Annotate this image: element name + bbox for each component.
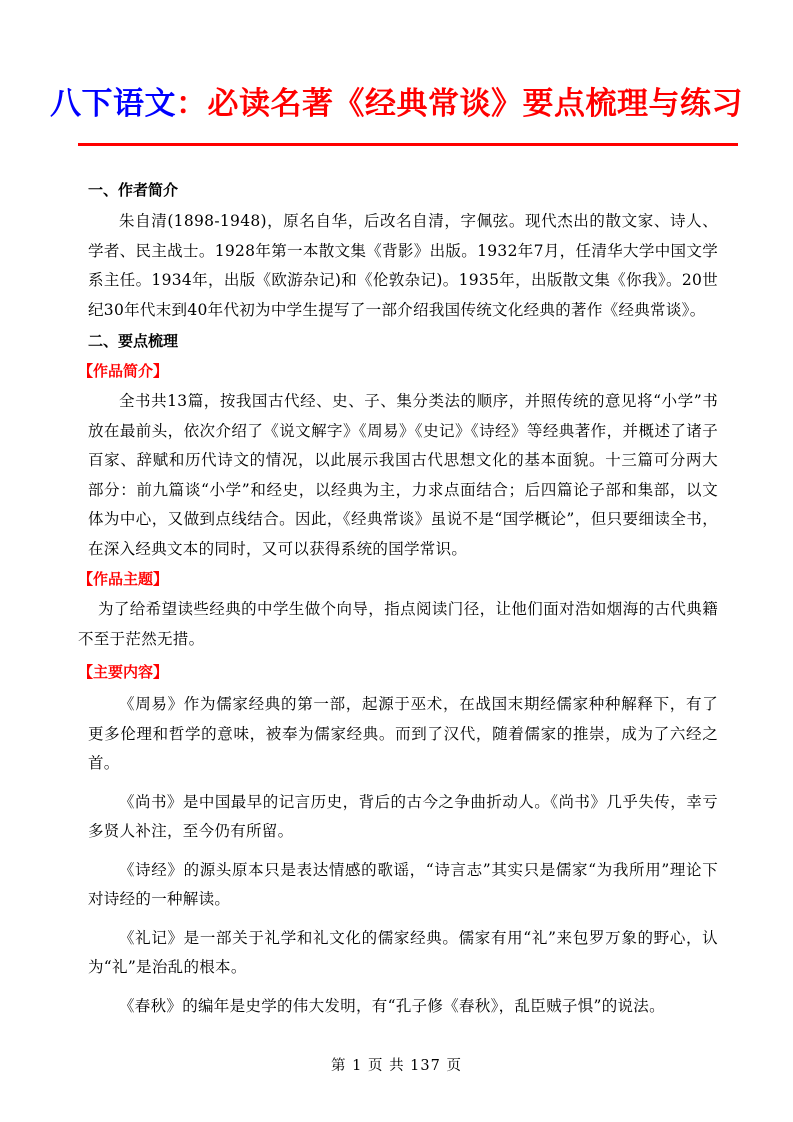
content-tag: 【主要内容】 <box>78 663 169 681</box>
content-item: 《礼记》是一部关于礼学和礼文化的儒家经典。儒家有用“礼”来包罗万象的野心，认为“礼”是治乱的根本。 <box>88 928 718 976</box>
document-body <box>78 180 718 1021</box>
content-item: 《诗经》的源头原本只是表达情感的歌谣，“诗言志”其实只是儒家“为我所用”理论下对诗经的一种解读。 <box>88 860 718 908</box>
title-main: 八下语文 <box>50 86 176 122</box>
content-item: 《周易》作为儒家经典的第一部，起源于巫术，在战国末期经儒家种种解释下，有了更多伦理和哲学的意味，被奉为儒家经典。而到了汉代，随着儒家的推崇，成为了六经之首。 <box>88 695 718 772</box>
title-rest: 必读名著《经典常谈》要点梳理与练习 <box>207 86 743 122</box>
page-footer: 第 1 页 共 137 页 <box>331 1058 462 1074</box>
title-colon: ： <box>176 86 208 122</box>
theme-text: 为了给希望读些经典的中学生做个向导，指点阅读门径，让他们面对浩如烟海的古代典籍不至于茫然无措。 <box>78 600 718 648</box>
document-title <box>0 78 793 123</box>
content-item: 《尚书》是中国最早的记言历史，背后的古今之争曲折动人。《尚书》几乎失传，幸亏多贤人补注，至今仍有所留。 <box>88 792 718 840</box>
author-heading: 一、作者简介 <box>88 181 179 199</box>
intro-tag: 【作品简介】 <box>78 362 169 380</box>
title-underline <box>78 143 738 146</box>
theme-tag: 【作品主题】 <box>78 570 169 588</box>
intro-text: 全书共13篇，按我国古代经、史、子、集分类法的顺序，并照传统的意见将“小学”书放在最前头，依次介绍了《说文解字》《周易》《史记》《诗经》等经典著作，并概述了诸子百家、辞赋和历代诗文的情况，以此展示我国古代思想文化的基本面貌。十三篇可分两大部分：前九篇谈“小学”和经史，以经典为主，力求点面结合；后四篇论子部和集部，以文体为中心，又做到点线结合。因此，《经典常谈》虽说不是“国学概论”，但只要细读全书，在深入经典文本的同时，又可以获得系统的国学常识。 <box>88 392 718 558</box>
points-heading: 二、要点梳理 <box>88 332 179 350</box>
author-text: 朱自清(1898-1948)，原名自华，后改名自清，字佩弦。现代杰出的散文家、诗人、学者、民主战士。1928年第一本散文集《背影》出版。1932年7月，任清华大学中国文学系主任。1934年，出版《欧游杂记)和《伦敦杂记)。1935年，出版散文集《你我》。20世纪30年代末到40年代初为中学生提写了一部介绍我国传统文化经典的著作《经典常谈》。 <box>88 212 718 319</box>
content-item: 《春秋》的编年是史学的伟大发明，有“孔子修《春秋》，乱臣贼子惧”的说法。 <box>119 996 665 1015</box>
